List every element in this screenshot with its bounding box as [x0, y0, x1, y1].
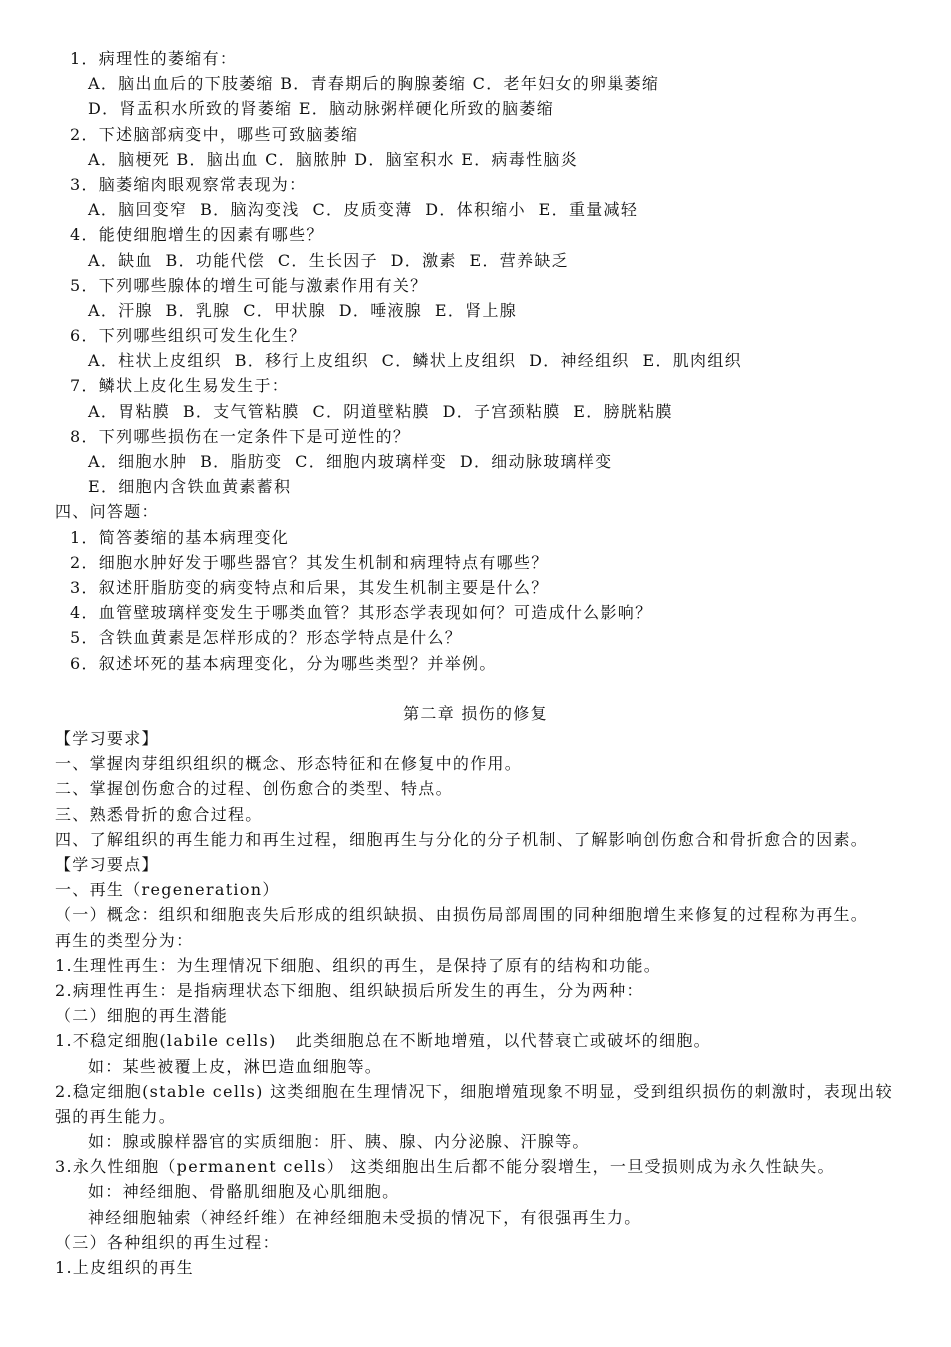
multiple-choice-section — [55, 46, 911, 499]
question-options: A．脑梗死 B．脑出血 C．脑脓肿 D．脑室积水 E．病毒性脑炎 — [88, 149, 579, 169]
process-heading: （三）各种组织的再生过程： — [55, 1232, 280, 1252]
question-options: A．胃粘膜 B．支气管粘膜 C．阴道壁粘膜 D．子宫颈粘膜 E．膀胱粘膜 — [88, 401, 673, 421]
labile-cells-example: 如：某些被覆上皮，淋巴造血细胞等。 — [88, 1056, 383, 1076]
key-points-heading: 【学习要点】 — [55, 855, 159, 874]
question-options: A．缺血 B．功能代偿 C．生长因子 D．激素 E．营养缺乏 — [88, 250, 569, 270]
requirement-item: 二、掌握创伤愈合的过程、创伤愈合的类型、特点。 — [55, 779, 453, 799]
section-heading: 四、问答题： — [55, 502, 159, 522]
types-intro: 再生的类型分为： — [55, 930, 194, 950]
potential-heading: （二）细胞的再生潜能 — [55, 1006, 229, 1026]
essay-question: 5．含铁血黄素是怎样形成的？形态学特点是什么？ — [70, 628, 463, 648]
permanent-cells-example: 如：神经细胞、骨骼肌细胞及心肌细胞。 — [88, 1182, 400, 1202]
question-stem: 5．下列哪些腺体的增生可能与激素作用有关？ — [70, 275, 428, 295]
process-item: 1.上皮组织的再生 — [55, 1258, 194, 1277]
permanent-cells-item: 3.永久性细胞（permanent cells） 这类细胞出生后都不能分裂增生，一旦受损则成为永久性缺失。 — [55, 1157, 835, 1177]
labile-cells-item: 1.不稳定细胞(labile cells) 此类细胞总在不断地增殖，以代替衰亡或破坏的细胞。 — [55, 1031, 711, 1051]
requirements-heading: 【学习要求】 — [55, 729, 159, 749]
question-stem: 3．脑萎缩肉眼观察常表现为： — [70, 174, 307, 194]
question-options: D．肾盂积水所致的肾萎缩 E．脑动脉粥样硬化所致的脑萎缩 — [88, 99, 554, 119]
essay-question: 3．叙述肝脂肪变的病变特点和后果，其发生机制主要是什么？ — [70, 577, 549, 597]
question-stem: 1．病理性的萎缩有： — [70, 49, 238, 68]
question-stem: 7．鳞状上皮化生易发生于： — [70, 376, 290, 396]
question-stem: 8．下列哪些损伤在一定条件下是可逆性的？ — [70, 426, 411, 446]
essay-question: 6．叙述坏死的基本病理变化，分为哪些类型？并举例。 — [70, 653, 497, 673]
regeneration-heading: 一、再生（regeneration） — [55, 880, 280, 900]
requirement-item: 三、熟悉骨折的愈合过程。 — [55, 804, 263, 824]
question-stem: 6．下列哪些组织可发生化生？ — [70, 326, 307, 346]
blank-line — [55, 676, 911, 701]
question-stem: 2．下述脑部病变中，哪些可致脑萎缩 — [70, 124, 359, 144]
essay-question: 2．细胞水肿好发于哪些器官？其发生机制和病理特点有哪些？ — [70, 552, 549, 572]
requirement-item: 一、掌握肉芽组织组织的概念、形态特征和在修复中的作用。 — [55, 754, 523, 774]
regeneration-type: 1.生理性再生：为生理情况下细胞、组织的再生，是保持了原有的结构和功能。 — [55, 955, 662, 975]
question-options: A．汗腺 B．乳腺 C．甲状腺 D．唾液腺 E．肾上腺 — [88, 300, 518, 320]
question-stem: 4．能使细胞增生的因素有哪些？ — [70, 225, 324, 245]
essay-section — [55, 499, 911, 675]
question-options: A．脑出血后的下肢萎缩 B．青春期后的胸腺萎缩 C．老年妇女的卵巢萎缩 — [88, 74, 660, 94]
chapter-2-section — [55, 701, 911, 1280]
essay-question: 1．简答萎缩的基本病理变化 — [70, 527, 290, 547]
requirement-item: 四、了解组织的再生能力和再生过程，细胞再生与分化的分子机制、了解影响创伤愈合和骨折愈合的因素。 — [55, 829, 869, 849]
stable-cells-example: 如：腺或腺样器官的实质细胞：肝、胰、腺、内分泌腺、汗腺等。 — [88, 1132, 590, 1152]
essay-question: 4．血管壁玻璃样变发生于哪类血管？其形态学表现如何？可造成什么影响？ — [70, 603, 653, 623]
question-options: A．柱状上皮组织 B．移行上皮组织 C．鳞状上皮组织 D．神经组织 E．肌肉组织 — [88, 351, 742, 371]
chapter-title: 第二章 损伤的修复 — [403, 703, 548, 723]
stable-cells-item: 2.稳定细胞(stable cells) 这类细胞在生理情况下，细胞增殖现象不明显，受到组织损伤的刺激时，表现出较 — [55, 1081, 893, 1101]
question-options: E．细胞内含铁血黄素蓄积 — [88, 477, 292, 497]
question-options: A．脑回变窄 B．脑沟变浅 C．皮质变薄 D．体积缩小 E．重量减轻 — [88, 200, 639, 220]
permanent-cells-note: 神经细胞轴索（神经纤维）在神经细胞未受损的情况下，有很强再生力。 — [88, 1207, 642, 1227]
question-options: A．细胞水肿 B．脂肪变 C．细胞内玻璃样变 D．细动脉玻璃样变 — [88, 452, 613, 471]
concept-paragraph: （一）概念：组织和细胞丧失后形成的组织缺损、由损伤局部周围的同种细胞增生来修复的过程称为再生。 — [55, 905, 869, 925]
regeneration-type: 2.病理性再生：是指病理状态下细胞、组织缺损后所发生的再生，分为两种： — [55, 980, 644, 1000]
stable-cells-continuation: 强的再生能力。 — [55, 1106, 177, 1126]
